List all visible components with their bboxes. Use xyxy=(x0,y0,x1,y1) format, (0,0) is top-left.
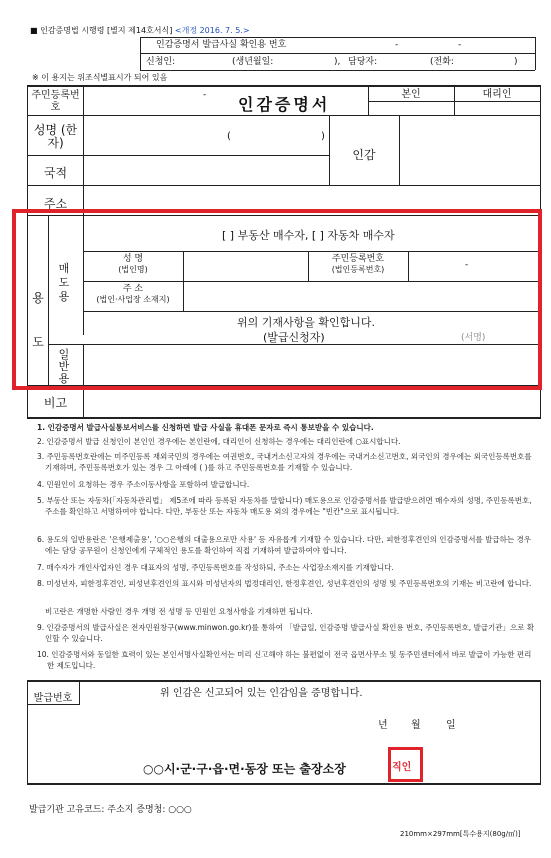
id-number-label: 주민등록번호 xyxy=(31,90,80,113)
nationality-label: 국적 xyxy=(43,166,68,180)
buyer-name-label: 성 명 xyxy=(122,254,144,264)
confirm-dash-2: - xyxy=(458,40,462,50)
revision-note: <개정 2016. 7. 5.> xyxy=(174,26,250,35)
forgery-note: ※ 이 용지는 위조식별표시가 되어 있음 xyxy=(32,73,168,82)
document-title: 인감증명서 xyxy=(238,95,331,114)
note-4: 4. 민원인이 요청하는 경우 주소이동사항을 포함하여 발급합니다. xyxy=(37,480,250,489)
phone-close: ) xyxy=(514,57,518,67)
note-8-remark: 비고란은 개명한 사람인 경우 개명 전 성명 등 민원인 요청사항을 기재하면 됩니다. xyxy=(45,607,313,616)
buyer-id-label: 주민등록번호 xyxy=(331,254,385,264)
certify-text: 위 인감은 신고되어 있는 인감임을 증명합니다. xyxy=(160,688,363,699)
applicant-sign-label: (발급신청자) xyxy=(263,331,325,344)
buyer-name-sub: (법인명) xyxy=(118,265,148,274)
note-2: 2. 인감증명서 발급 신청인이 본인인 경우에는 본인란에, 대리인이 신청하는 경우에는 대리인란에 ○표시합니다. xyxy=(37,437,401,446)
buyer-address-sub: (법인·사업장 소재지) xyxy=(96,295,170,304)
name-paren-open: ( xyxy=(227,131,231,142)
agency-code: 발급기관 고유코드: 주소지 증명청: ○○○ xyxy=(29,805,192,815)
usage-label: 용도 xyxy=(32,291,44,349)
sale-usage-label: 매도용 xyxy=(58,262,70,303)
remarks-label: 비고 xyxy=(43,396,68,410)
confirm-number-label: 인감증명서 발급사실 확인용 번호 xyxy=(156,40,287,50)
seal-label: 인감 xyxy=(352,148,376,162)
birth-close: ), xyxy=(334,57,341,67)
sign-mark: (서명) xyxy=(461,333,486,343)
general-usage-label: 일반용 xyxy=(58,348,70,385)
day-label: 일 xyxy=(446,720,456,731)
official-seal-text: 직인 xyxy=(392,762,412,773)
issue-number-label: 발급번호 xyxy=(33,693,73,704)
note-10: 10. 인감증명서와 동일한 효력이 있는 본인서명사실확인서는 미리 신고해야 하는 불편없이 전국 읍면사무소 및 동주민센터에서 바로 발급이 가능한 편리한 제도입니다. xyxy=(37,650,532,670)
buyer-id-dash: - xyxy=(465,260,469,270)
note-3: 3. 주민등록번호란에는 미주민등록 재외국민의 경우에는 여권번호, 국내거소신고자의 경우에는 국내거소신고번호, 외국인의 경우에는 외국인등록번호를 기재하며, 주민등록번호가 있는 경우 그 아래에 ( )를 하고 주민등록번호를 기재할 수 있습니다. xyxy=(37,452,532,472)
note-9: 9. 인감증명서의 발급사실은 전자민원창구(www.minwon.go.kr)를 통하여 「발급일, 인감증명 발급사실 확인용 번호, 주민등록번호, 발급기관」으로 확인할 수 있습니다. xyxy=(37,623,535,643)
issuer-title: ○○시·군·구·읍·면·동장 또는 출장소장 xyxy=(143,762,346,776)
birth-label: (생년월일: xyxy=(232,57,274,67)
confirm-dash-1: - xyxy=(395,40,399,50)
paper-size: 210mm×297mm[특수용지(80g/㎡)] xyxy=(400,830,521,838)
note-7: 7. 매수자가 개인사업자인 경우 대표자의 성명, 주민등록번호를 작성하되, 주소는 사업장소재지를 기재합니다. xyxy=(37,563,394,572)
note-6: 6. 용도의 일반용란은 '은행제출용', '○○은행의 대출용으로만 사용' 등 자유롭게 기재할 수 있습니다. 다만, 피한정후견인의 인감증명서를 발급하는 경우에는 담당 공무원이 신청인에게 구체적인 용도를 확인하여 직접 기재하여 발급하여야 합니다. xyxy=(37,535,531,555)
applicant-label: 신청인: xyxy=(146,57,176,67)
phone-label: (전화: xyxy=(430,57,454,67)
address-label: 주소 xyxy=(43,197,68,211)
law-reference: ■ 인감증명법 시행령 [별지 제14호서식] <개정 2016. 7. 5.> xyxy=(30,26,250,35)
note-5: 5. 부동산 또는 자동차(「자동차관리법」 제5조에 따라 등록된 자동차를 말합니다) 매도용으로 인감증명서를 발급받으려면 매수자의 성명, 주민등록번호, 주소를 확인하고 서명하여야 합니다. 다만, 부동산 또는 자동차 매도용 외의 경우에는 "빈칸"으로 표시됩니다. xyxy=(37,496,532,516)
buyer-address-label: 주 소 xyxy=(122,284,144,294)
confirm-line: 위의 기재사항을 확인합니다. xyxy=(237,316,376,329)
note-8: 8. 미성년자, 피한정후견인, 피성년후견인의 표시와 미성년자의 법정대리인, 한정후견인, 성년후견인의 성명 및 주민등록번호의 기재는 비고란에 합니다. xyxy=(37,579,532,588)
name-paren-close: ) xyxy=(321,131,325,142)
name-label: 성명 (한자) xyxy=(33,123,78,150)
proxy-label: 대리인 xyxy=(482,89,512,100)
note-1: 1. 인감증명서 발급사실통보서비스를 신청하면 발급 사실을 휴대폰 문자로 즉시 통보받을 수 있습니다. xyxy=(37,423,374,432)
year-label: 년 xyxy=(378,720,388,731)
self-label: 본인 xyxy=(401,89,421,100)
usage-highlight-box xyxy=(12,209,542,390)
month-label: 월 xyxy=(411,720,421,731)
buyer-checkbox-line[interactable]: [ ] 부동산 매수자, [ ] 자동차 매수자 xyxy=(222,229,395,242)
handler-label: 담당자: xyxy=(348,57,378,67)
buyer-id-sub: (법인등록번호) xyxy=(331,265,385,274)
id-number-dash: - xyxy=(203,90,207,100)
